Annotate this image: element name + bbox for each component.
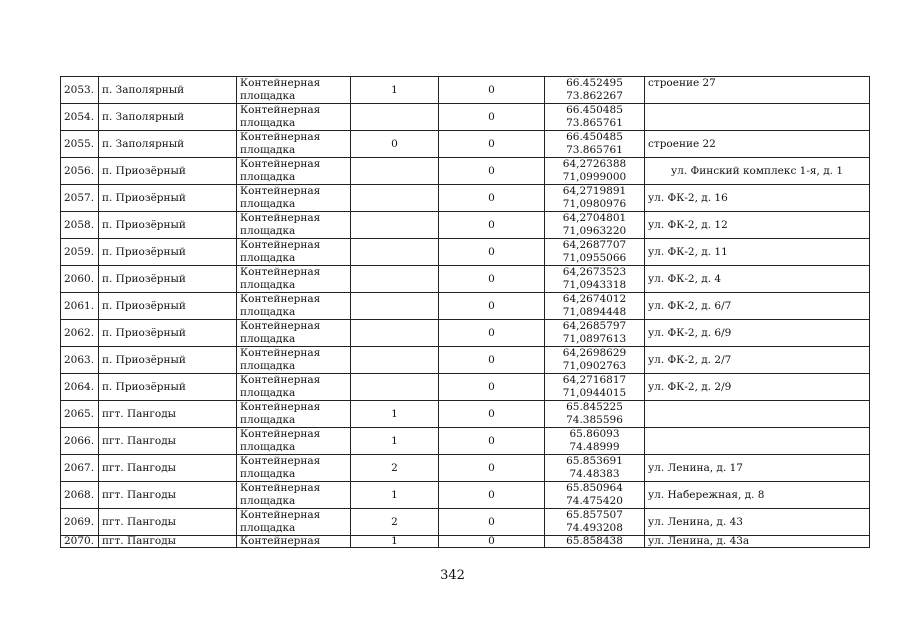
zero-value-cell bbox=[439, 266, 545, 293]
latitude: 64,2726388 bbox=[562, 158, 627, 170]
settlement-name: пгт. Пангоды bbox=[102, 535, 177, 547]
settlement-cell bbox=[99, 482, 237, 509]
site-type-line2: площадка bbox=[240, 468, 296, 480]
latitude: 65.857507 bbox=[566, 509, 623, 521]
settlement-cell bbox=[99, 185, 237, 212]
zero-value-cell bbox=[439, 509, 545, 536]
zero-value: 0 bbox=[488, 381, 495, 393]
settlement-name: п. Приозёрный bbox=[102, 327, 186, 339]
zero-value: 0 bbox=[488, 111, 495, 123]
zero-value-cell bbox=[439, 536, 545, 548]
site-type-cell bbox=[237, 239, 351, 266]
zero-value-cell bbox=[439, 185, 545, 212]
site-type-cell bbox=[237, 347, 351, 374]
address-cell bbox=[645, 131, 870, 158]
row-number: 2067. bbox=[64, 462, 95, 474]
row-number: 2069. bbox=[64, 516, 95, 528]
page-number: 342 bbox=[440, 568, 465, 583]
address-cell bbox=[645, 455, 870, 482]
settlement-name: п. Приозёрный bbox=[102, 192, 186, 204]
settlement-name: п. Приозёрный bbox=[102, 300, 186, 312]
row-number: 2056. bbox=[64, 165, 95, 177]
longitude: 71,0902763 bbox=[562, 360, 627, 372]
site-type-line2: площадка bbox=[240, 360, 296, 372]
settlement-name: п. Приозёрный bbox=[102, 354, 186, 366]
settlement-name: п. Заполярный bbox=[102, 138, 185, 150]
site-type-line2: площадка bbox=[240, 252, 296, 264]
row-number: 2059. bbox=[64, 246, 95, 258]
address-cell bbox=[645, 239, 870, 266]
latitude: 64,2719891 bbox=[562, 185, 627, 197]
row-number: 2064. bbox=[64, 381, 95, 393]
table-row bbox=[61, 428, 870, 455]
latitude: 65.845225 bbox=[566, 401, 623, 413]
site-type-line1: Контейнерная bbox=[240, 455, 321, 467]
settlement-cell bbox=[99, 320, 237, 347]
container-sites-table bbox=[60, 76, 870, 548]
row-number-cell bbox=[61, 536, 99, 548]
zero-value-cell bbox=[439, 239, 545, 266]
table-row bbox=[61, 347, 870, 374]
zero-value: 0 bbox=[488, 327, 495, 339]
row-number-cell bbox=[61, 77, 99, 104]
latitude: 64,2704801 bbox=[562, 212, 627, 224]
address: ул. Ленина, д. 43а bbox=[648, 535, 750, 547]
settlement-cell bbox=[99, 536, 237, 548]
site-type-cell bbox=[237, 185, 351, 212]
container-count-cell bbox=[351, 158, 439, 185]
address-cell bbox=[645, 266, 870, 293]
container-count: 2 bbox=[391, 462, 398, 474]
table-row bbox=[61, 77, 870, 104]
container-count-cell bbox=[351, 428, 439, 455]
site-type-line2: площадка bbox=[240, 387, 296, 399]
row-number-cell bbox=[61, 293, 99, 320]
settlement-name: пгт. Пангоды bbox=[102, 462, 177, 474]
container-count-cell bbox=[351, 401, 439, 428]
container-count: 1 bbox=[391, 84, 398, 96]
zero-value-cell bbox=[439, 293, 545, 320]
zero-value-cell bbox=[439, 104, 545, 131]
site-type-line1: Контейнерная bbox=[240, 158, 321, 170]
latitude: 66.450485 bbox=[566, 131, 623, 143]
zero-value-cell bbox=[439, 347, 545, 374]
longitude: 71,0980976 bbox=[562, 198, 627, 210]
container-count-cell bbox=[351, 320, 439, 347]
site-type-line2: площадка bbox=[240, 279, 296, 291]
address-cell bbox=[645, 185, 870, 212]
address-cell bbox=[645, 212, 870, 239]
zero-value: 0 bbox=[488, 462, 495, 474]
row-number: 2054. bbox=[64, 111, 95, 123]
container-count: 1 bbox=[391, 435, 398, 447]
address: ул. Ленина, д. 17 bbox=[648, 462, 743, 474]
container-count-cell bbox=[351, 77, 439, 104]
row-number: 2066. bbox=[64, 435, 95, 447]
coordinates-cell bbox=[545, 374, 645, 401]
site-type-line1: Контейнерная bbox=[240, 266, 321, 278]
site-type-cell bbox=[237, 509, 351, 536]
row-number-cell bbox=[61, 158, 99, 185]
zero-value: 0 bbox=[488, 246, 495, 258]
site-type-line1: Контейнерная bbox=[240, 535, 321, 547]
coordinates-cell bbox=[545, 428, 645, 455]
address-cell bbox=[645, 374, 870, 401]
coordinates-cell bbox=[545, 131, 645, 158]
container-count: 1 bbox=[391, 489, 398, 501]
table-row bbox=[61, 482, 870, 509]
address: ул. ФК-2, д. 6/9 bbox=[648, 327, 732, 339]
site-type-line1: Контейнерная bbox=[240, 401, 321, 413]
table-row bbox=[61, 293, 870, 320]
zero-value: 0 bbox=[488, 138, 495, 150]
site-type-cell bbox=[237, 374, 351, 401]
coordinates-cell bbox=[545, 266, 645, 293]
container-count-cell bbox=[351, 293, 439, 320]
longitude: 74.48383 bbox=[569, 468, 620, 480]
row-number-cell bbox=[61, 185, 99, 212]
site-type-line1: Контейнерная bbox=[240, 374, 321, 386]
longitude: 73.865761 bbox=[566, 117, 623, 129]
longitude: 71,0894448 bbox=[562, 306, 627, 318]
site-type-cell bbox=[237, 266, 351, 293]
latitude: 65.853691 bbox=[566, 455, 623, 467]
container-count-cell bbox=[351, 374, 439, 401]
address-cell bbox=[645, 293, 870, 320]
settlement-cell bbox=[99, 104, 237, 131]
container-count: 2 bbox=[391, 516, 398, 528]
settlement-name: п. Приозёрный bbox=[102, 246, 186, 258]
settlement-cell bbox=[99, 509, 237, 536]
container-count-cell bbox=[351, 482, 439, 509]
container-count-cell bbox=[351, 212, 439, 239]
row-number-cell bbox=[61, 347, 99, 374]
address: ул. Ленина, д. 43 bbox=[648, 516, 743, 528]
site-type-cell bbox=[237, 482, 351, 509]
settlement-name: пгт. Пангоды bbox=[102, 516, 177, 528]
settlement-name: п. Приозёрный bbox=[102, 273, 186, 285]
address: ул. ФК-2, д. 2/9 bbox=[648, 381, 732, 393]
longitude: 74.385596 bbox=[566, 414, 623, 426]
longitude: 71,0897613 bbox=[562, 333, 627, 345]
settlement-cell bbox=[99, 293, 237, 320]
site-type-line1: Контейнерная bbox=[240, 347, 321, 359]
site-type-line1: Контейнерная bbox=[240, 77, 321, 89]
settlement-name: п. Заполярный bbox=[102, 84, 185, 96]
coordinates-cell bbox=[545, 401, 645, 428]
address: строение 27 bbox=[648, 77, 716, 89]
latitude: 66.452495 bbox=[566, 77, 623, 89]
zero-value: 0 bbox=[488, 408, 495, 420]
site-type-cell bbox=[237, 158, 351, 185]
address-cell bbox=[645, 320, 870, 347]
address-cell bbox=[645, 428, 870, 455]
container-count-cell bbox=[351, 104, 439, 131]
row-number-cell bbox=[61, 482, 99, 509]
address-cell bbox=[645, 509, 870, 536]
coordinates-cell bbox=[545, 212, 645, 239]
latitude: 64,2698629 bbox=[562, 347, 627, 359]
latitude: 65.86093 bbox=[569, 428, 620, 440]
settlement-name: пгт. Пангоды bbox=[102, 408, 177, 420]
site-type-line2: площадка bbox=[240, 171, 296, 183]
site-type-line2: площадка bbox=[240, 441, 296, 453]
zero-value-cell bbox=[439, 428, 545, 455]
zero-value: 0 bbox=[488, 516, 495, 528]
longitude: 71,0955066 bbox=[562, 252, 627, 264]
site-type-cell bbox=[237, 428, 351, 455]
coordinates-cell bbox=[545, 536, 645, 548]
site-type-line2: площадка bbox=[240, 144, 296, 156]
address: ул. Финский комплекс 1-я, д. 1 bbox=[670, 165, 844, 177]
longitude: 74.475420 bbox=[566, 495, 623, 507]
table-row bbox=[61, 185, 870, 212]
site-type-line2: площадка bbox=[240, 414, 296, 426]
settlement-name: пгт. Пангоды bbox=[102, 435, 177, 447]
table-row bbox=[61, 536, 870, 548]
table-row bbox=[61, 266, 870, 293]
site-type-line1: Контейнерная bbox=[240, 428, 321, 440]
settlement-cell bbox=[99, 266, 237, 293]
table-row bbox=[61, 320, 870, 347]
zero-value: 0 bbox=[488, 219, 495, 231]
zero-value-cell bbox=[439, 212, 545, 239]
row-number-cell bbox=[61, 239, 99, 266]
address: ул. ФК-2, д. 16 bbox=[648, 192, 728, 204]
row-number: 2057. bbox=[64, 192, 95, 204]
zero-value: 0 bbox=[488, 273, 495, 285]
longitude: 74.493208 bbox=[566, 522, 623, 534]
coordinates-cell bbox=[545, 239, 645, 266]
latitude: 64,2685797 bbox=[562, 320, 627, 332]
container-count-cell bbox=[351, 347, 439, 374]
zero-value-cell bbox=[439, 374, 545, 401]
table-row bbox=[61, 401, 870, 428]
row-number: 2065. bbox=[64, 408, 95, 420]
container-count-cell bbox=[351, 266, 439, 293]
coordinates-cell bbox=[545, 320, 645, 347]
container-count: 1 bbox=[391, 535, 398, 547]
table-row bbox=[61, 104, 870, 131]
settlement-name: п. Приозёрный bbox=[102, 165, 186, 177]
address: ул. ФК-2, д. 6/7 bbox=[648, 300, 732, 312]
zero-value-cell bbox=[439, 320, 545, 347]
site-type-cell bbox=[237, 536, 351, 548]
settlement-cell bbox=[99, 401, 237, 428]
zero-value: 0 bbox=[488, 165, 495, 177]
latitude: 64,2673523 bbox=[562, 266, 627, 278]
site-type-line1: Контейнерная bbox=[240, 131, 321, 143]
site-type-cell bbox=[237, 455, 351, 482]
site-type-cell bbox=[237, 401, 351, 428]
table-row bbox=[61, 158, 870, 185]
settlement-cell bbox=[99, 77, 237, 104]
address-cell bbox=[645, 401, 870, 428]
site-type-line1: Контейнерная bbox=[240, 185, 321, 197]
row-number-cell bbox=[61, 428, 99, 455]
address-cell bbox=[645, 104, 870, 131]
zero-value: 0 bbox=[488, 300, 495, 312]
container-count: 0 bbox=[391, 138, 398, 150]
row-number-cell bbox=[61, 509, 99, 536]
row-number: 2061. bbox=[64, 300, 95, 312]
zero-value-cell bbox=[439, 131, 545, 158]
site-type-cell bbox=[237, 293, 351, 320]
row-number: 2068. bbox=[64, 489, 95, 501]
longitude: 71,0943318 bbox=[562, 279, 627, 291]
address: ул. Набережная, д. 8 bbox=[648, 489, 765, 501]
table-row bbox=[61, 455, 870, 482]
row-number-cell bbox=[61, 455, 99, 482]
row-number: 2053. bbox=[64, 84, 95, 96]
row-number-cell bbox=[61, 104, 99, 131]
zero-value-cell bbox=[439, 401, 545, 428]
row-number: 2060. bbox=[64, 273, 95, 285]
row-number: 2058. bbox=[64, 219, 95, 231]
container-count-cell bbox=[351, 455, 439, 482]
settlement-name: п. Заполярный bbox=[102, 111, 185, 123]
container-count-cell bbox=[351, 239, 439, 266]
settlement-name: пгт. Пангоды bbox=[102, 489, 177, 501]
row-number-cell bbox=[61, 131, 99, 158]
site-type-line2: площадка bbox=[240, 495, 296, 507]
latitude: 65.858438 bbox=[566, 535, 623, 547]
settlement-cell bbox=[99, 347, 237, 374]
table-row bbox=[61, 131, 870, 158]
table-row bbox=[61, 509, 870, 536]
site-type-line2: площадка bbox=[240, 333, 296, 345]
latitude: 64,2674012 bbox=[562, 293, 627, 305]
address: ул. ФК-2, д. 2/7 bbox=[648, 354, 732, 366]
settlement-name: п. Приозёрный bbox=[102, 381, 186, 393]
row-number-cell bbox=[61, 374, 99, 401]
site-type-cell bbox=[237, 212, 351, 239]
site-type-line1: Контейнерная bbox=[240, 482, 321, 494]
longitude: 71,0944015 bbox=[562, 387, 627, 399]
site-type-line2: площадка bbox=[240, 522, 296, 534]
address: строение 22 bbox=[648, 138, 716, 150]
coordinates-cell bbox=[545, 185, 645, 212]
longitude: 73.862267 bbox=[566, 90, 623, 102]
table-row bbox=[61, 239, 870, 266]
settlement-cell bbox=[99, 455, 237, 482]
site-type-line2: площадка bbox=[240, 198, 296, 210]
container-count: 1 bbox=[391, 408, 398, 420]
zero-value: 0 bbox=[488, 84, 495, 96]
settlement-cell bbox=[99, 212, 237, 239]
latitude: 64,2716817 bbox=[562, 374, 627, 386]
row-number: 2063. bbox=[64, 354, 95, 366]
row-number: 2070. bbox=[64, 535, 95, 547]
coordinates-cell bbox=[545, 482, 645, 509]
zero-value-cell bbox=[439, 77, 545, 104]
address: ул. ФК-2, д. 11 bbox=[648, 246, 728, 258]
site-type-cell bbox=[237, 104, 351, 131]
row-number: 2062. bbox=[64, 327, 95, 339]
site-type-line2: площадка bbox=[240, 90, 296, 102]
settlement-cell bbox=[99, 131, 237, 158]
container-count-cell bbox=[351, 509, 439, 536]
table-row bbox=[61, 212, 870, 239]
longitude: 74.48999 bbox=[569, 441, 620, 453]
site-type-line2: площадка bbox=[240, 225, 296, 237]
container-count-cell bbox=[351, 536, 439, 548]
site-type-line2: площадка bbox=[240, 117, 296, 129]
zero-value: 0 bbox=[488, 535, 495, 547]
address-cell bbox=[645, 347, 870, 374]
site-type-line2: площадка bbox=[240, 306, 296, 318]
zero-value: 0 bbox=[488, 435, 495, 447]
address: ул. ФК-2, д. 4 bbox=[648, 273, 722, 285]
coordinates-cell bbox=[545, 158, 645, 185]
address-cell bbox=[645, 158, 870, 185]
settlement-cell bbox=[99, 158, 237, 185]
settlement-cell bbox=[99, 239, 237, 266]
address: ул. ФК-2, д. 12 bbox=[648, 219, 728, 231]
zero-value-cell bbox=[439, 482, 545, 509]
zero-value: 0 bbox=[488, 192, 495, 204]
coordinates-cell bbox=[545, 347, 645, 374]
coordinates-cell bbox=[545, 77, 645, 104]
row-number-cell bbox=[61, 266, 99, 293]
site-type-cell bbox=[237, 77, 351, 104]
site-type-line1: Контейнерная bbox=[240, 293, 321, 305]
site-type-line1: Контейнерная bbox=[240, 212, 321, 224]
container-count-cell bbox=[351, 185, 439, 212]
coordinates-cell bbox=[545, 455, 645, 482]
longitude: 71,0999000 bbox=[562, 171, 627, 183]
site-type-line1: Контейнерная bbox=[240, 239, 321, 251]
container-count-cell bbox=[351, 131, 439, 158]
row-number-cell bbox=[61, 212, 99, 239]
site-type-line1: Контейнерная bbox=[240, 104, 321, 116]
site-type-cell bbox=[237, 131, 351, 158]
table-row bbox=[61, 374, 870, 401]
coordinates-cell bbox=[545, 293, 645, 320]
settlement-cell bbox=[99, 374, 237, 401]
address-cell bbox=[645, 482, 870, 509]
row-number-cell bbox=[61, 320, 99, 347]
latitude: 64,2687707 bbox=[562, 239, 627, 251]
longitude: 71,0963220 bbox=[562, 225, 627, 237]
row-number-cell bbox=[61, 401, 99, 428]
site-type-cell bbox=[237, 320, 351, 347]
latitude: 66.450485 bbox=[566, 104, 623, 116]
row-number: 2055. bbox=[64, 138, 95, 150]
latitude: 65.850964 bbox=[566, 482, 623, 494]
longitude: 73.865761 bbox=[566, 144, 623, 156]
settlement-name: п. Приозёрный bbox=[102, 219, 186, 231]
zero-value-cell bbox=[439, 158, 545, 185]
table-body bbox=[61, 77, 870, 548]
zero-value: 0 bbox=[488, 354, 495, 366]
settlement-cell bbox=[99, 428, 237, 455]
coordinates-cell bbox=[545, 509, 645, 536]
coordinates-cell bbox=[545, 104, 645, 131]
zero-value: 0 bbox=[488, 489, 495, 501]
zero-value-cell bbox=[439, 455, 545, 482]
address-cell bbox=[645, 77, 870, 104]
site-type-line1: Контейнерная bbox=[240, 509, 321, 521]
site-type-line1: Контейнерная bbox=[240, 320, 321, 332]
address-cell bbox=[645, 536, 870, 548]
